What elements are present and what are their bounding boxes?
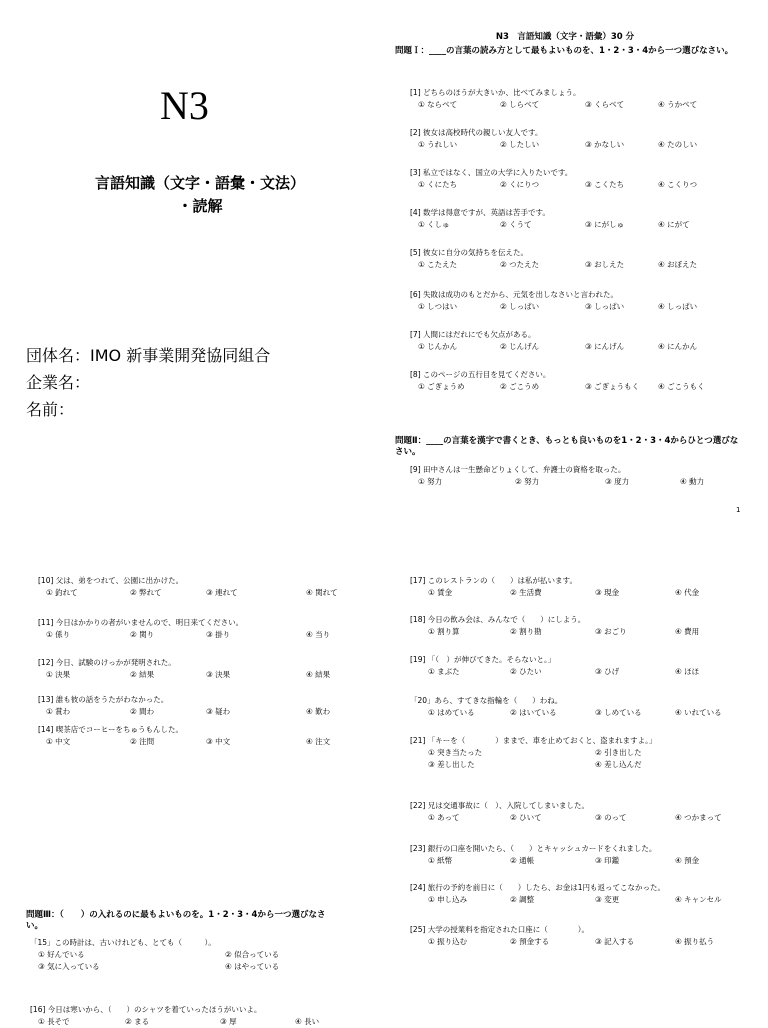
answer-option[interactable]: ① くしゅ [418,220,450,229]
answer-option[interactable]: ④ たのしい [658,140,698,149]
options-row [38,629,331,641]
question-text: [11] 今日はかかりの者がいませんので、明日来てください。 [38,618,244,627]
options-row [410,179,698,191]
answer-option[interactable]: ② まる [125,1017,150,1026]
answer-option[interactable]: ④ 費用 [675,627,700,636]
question-item [38,575,338,599]
answer-option[interactable]: ④ 振り払う [675,937,715,946]
question-item [410,735,656,771]
answer-option[interactable]: ② 調整 [510,895,535,904]
answer-option[interactable]: ① くにたち [418,180,458,189]
answer-option[interactable]: ① 賃金 [428,588,453,597]
question-text: [13] 誰も彼の話をうたがわなかった。 [38,695,169,704]
answer-option[interactable]: ① はめている [428,708,475,717]
answer-option[interactable]: ④ 預金 [675,856,700,865]
subject-line-1: 言語知識（文字・語彙・文法） [94,174,305,192]
options-row [410,476,705,488]
options-row [410,759,656,771]
question-item [410,882,722,906]
question-item [410,329,698,353]
options-row [410,139,698,151]
page1-right-column [395,32,735,57]
answer-option[interactable]: ④ ほほ [675,667,700,676]
options-row [410,626,700,638]
options-row [410,936,715,948]
answer-option[interactable]: ② つたえた [500,260,540,269]
question-item [410,207,690,231]
answer-option[interactable]: ④ 差し込んだ [595,760,642,769]
options-row [38,669,331,681]
answer-option[interactable]: ① 申し込み [428,895,468,904]
question-text: [2] 彼女は高校時代の親しい友人です。 [410,128,543,137]
question-item [410,654,700,678]
question-text: [10] 父は、弟をつれて、公園に出かけた。 [38,576,184,585]
answer-option[interactable]: ④ いれている [675,708,722,717]
answer-option[interactable]: ③ くらべて [585,100,625,109]
answer-option[interactable]: ② 引き出した [595,748,642,757]
question-text: [16] 今日は寒いから、（ ）のシャツを着ていったほうがいいよ。 [30,1005,262,1014]
options-row [38,706,331,718]
answer-option[interactable]: ③ ごぎょうもく [585,382,640,391]
options-row [30,1016,320,1028]
answer-option[interactable]: ③ にんげん [585,342,625,351]
options-row [410,812,722,824]
answer-option[interactable]: ④ にんかん [658,342,698,351]
options-row [410,301,698,313]
answer-option[interactable]: ① 中文 [46,737,71,746]
applicant-info [26,342,270,423]
answer-option[interactable]: ② ごこうめ [500,382,540,391]
question-text: [14] 喫茶店でコーヒーをちゅうもんした。 [38,725,183,734]
answer-option[interactable]: ④ おぼえた [658,260,698,269]
question-text: 「20」あら、すてきな指輪を（ ）わね。 [410,696,563,705]
answer-option[interactable]: ② 努力 [515,477,540,486]
section-3-title: 問題Ⅲ：（ ）の入れるのに最もよいものを。1・2・3・4から一つ選びなさい。 [26,910,326,931]
answer-option[interactable]: ④ うかべて [658,100,698,109]
answer-option[interactable]: ① 賞わ [46,707,71,716]
options-row [38,736,331,748]
question-text: [6] 失敗は成功のもとだから、元気を出しなさいと言われた。 [410,290,619,299]
answer-option[interactable]: ③ のって [595,813,627,822]
answer-option[interactable]: ③ かなしい [585,140,625,149]
section-2-title: 問題Ⅱ：____の言葉を漢字で書くとき、もっとも良いものを1・2・3・4からひとつ選びなさい。 [395,436,739,457]
options-row [38,587,338,599]
answer-option[interactable]: ③ 記入する [595,937,635,946]
question-item [38,617,331,641]
answer-option[interactable]: ① 割り算 [428,627,460,636]
page-2 [0,520,768,1024]
answer-option[interactable]: ④ 関れて [306,588,338,597]
answer-option[interactable]: ④ ごこうもく [658,382,705,391]
options-row [410,341,698,353]
answer-option[interactable]: ① 紙幣 [428,856,453,865]
answer-option[interactable]: ② 結果 [130,670,155,679]
question-item [410,800,722,824]
options-row [410,381,705,393]
answer-option[interactable]: ① しつはい [418,302,458,311]
answer-option[interactable]: ③ しっぱい [585,302,625,311]
answer-option[interactable]: ④ 当り [306,630,331,639]
options-row [410,707,722,719]
options-row [410,587,700,599]
question-text: [23] 銀行の口座を開いたら、（ ）とキャッシュカードをくれました。 [410,844,657,853]
section-3-header [26,910,336,932]
answer-option[interactable]: ① 決果 [46,670,71,679]
answer-option[interactable]: ② ひいて [510,813,542,822]
question-item [410,464,705,488]
answer-option[interactable]: ② 似合っている [225,950,280,959]
question-item [410,247,698,271]
answer-option[interactable]: ④ 歎わ [306,707,331,716]
question-text: [4] 数学は得意ですが、英語は苦手です。 [410,208,550,217]
subject-line-2: ・読解 [177,197,223,215]
answer-option[interactable]: ③ 厚 [220,1017,237,1026]
answer-option[interactable]: ④ しっぱい [658,302,698,311]
answer-option[interactable]: ③ 変更 [595,895,620,904]
question-text: [19] 「（ ）が伸びてきた。そらないと。」 [410,655,556,664]
section-2-header [395,436,745,458]
answer-option[interactable]: ③ 掛り [206,630,231,639]
options-row [30,961,280,973]
answer-option[interactable]: ② 弊れて [130,588,162,597]
answer-option[interactable]: ② じんげん [500,342,540,351]
answer-option[interactable]: ① こたえた [418,260,458,269]
answer-option[interactable]: ① 長そで [38,1017,70,1026]
answer-option[interactable]: ② 注問 [130,737,155,746]
answer-option[interactable]: ③ 決果 [206,670,231,679]
answer-option[interactable]: ③ おしえた [585,260,625,269]
question-item [410,614,700,638]
answer-option[interactable]: ④ 動力 [680,477,705,486]
question-text: [9] 田中さんは一生懸命どりょくして、弁護士の資格を取った。 [410,465,626,474]
options-row [410,666,700,678]
answer-option[interactable]: ③ こくたち [585,180,625,189]
answer-option[interactable]: ③ 中文 [206,737,231,746]
question-text: [24] 旅行の予約を前日に（ ）したら、お金は1円も返ってこなかった。 [410,883,666,892]
question-text: [21] 「キーを（ ）ままで、車を止めておくと、盗まれますよ。」 [410,736,657,745]
page-number: 1 [736,506,741,514]
question-item [410,695,722,719]
answer-option[interactable]: ① 釣れて [46,588,78,597]
question-item [410,127,698,151]
question-text: [3] 私立ではなく、国立の大学に入りたいです。 [410,168,573,177]
answer-option[interactable]: ① ごぎょうめ [418,382,465,391]
question-item [410,289,698,313]
answer-option[interactable]: ① うれしい [418,140,458,149]
answer-option[interactable]: ② 生活費 [510,588,542,597]
group-label: 団体名：IMO 新事業開発協同組合 [26,346,271,365]
question-item [410,87,698,111]
answer-option[interactable]: ② しらべて [500,100,540,109]
answer-option[interactable]: ① 好んでいる [38,950,85,959]
question-item [30,1004,320,1028]
question-item [410,575,700,599]
options-row [410,855,700,867]
options-row [410,99,698,111]
question-text: [8] このページの五行目を見てください。 [410,370,551,379]
answer-option[interactable]: ④ 長い [295,1017,320,1026]
answer-option[interactable]: ③ 疑わ [206,707,231,716]
answer-option[interactable]: ① 努力 [418,477,443,486]
answer-option[interactable]: ① あって [428,813,460,822]
question-item [38,694,331,718]
question-text: [18] 今日の飲み会は、みんなで（ ）にしよう。 [410,615,586,624]
answer-option[interactable]: ① 係り [46,630,71,639]
answer-option[interactable]: ③ おごり [595,627,627,636]
question-item [410,167,698,191]
answer-option[interactable]: ① 振り込む [428,937,468,946]
answer-option[interactable]: ② 割り勘 [510,627,542,636]
question-item [30,937,280,973]
question-item [410,924,715,948]
answer-option[interactable]: ② くうて [500,220,532,229]
answer-option[interactable]: ④ 結果 [306,670,331,679]
answer-option[interactable]: ② 関り [130,630,155,639]
answer-option[interactable]: ② 間わ [130,707,155,716]
answer-option[interactable]: ① じんかん [418,342,458,351]
answer-option[interactable]: ④ キャンセル [675,895,722,904]
level-title: N3 [160,83,209,128]
options-row [30,949,280,961]
question-text: [1] どちらのほうが大きいか、比べてみましょう。 [410,88,581,97]
answer-option[interactable]: ④ 代金 [675,588,700,597]
name-label: 名前： [26,400,75,419]
answer-option[interactable]: ③ しめている [595,708,642,717]
answer-option[interactable]: ① まぶた [428,667,460,676]
question-item [38,724,331,748]
answer-option[interactable]: ② 預金する [510,937,550,946]
subject-title [55,172,345,218]
section-1-title: 問題Ｉ：____の言葉の読み方として最もよいものを、1・2・3・4から一つ選びなさい。 [395,46,734,56]
answer-option[interactable]: ③ 気に入っている [38,962,100,971]
answer-option[interactable]: ① 突き当たった [428,748,483,757]
answer-option[interactable]: ① ならべて [418,100,458,109]
answer-option[interactable]: ④ こくりつ [658,180,698,189]
question-text: [12] 今日、試験のけっかが発明された。 [38,658,176,667]
answer-option[interactable]: ③ 現金 [595,588,620,597]
answer-option[interactable]: ③ 度力 [605,477,630,486]
answer-option[interactable]: ④ はやっている [225,962,280,971]
answer-option[interactable]: ④ にがて [658,220,690,229]
answer-option[interactable]: ② 通帳 [510,856,535,865]
options-row [410,747,656,759]
options-row [410,894,722,906]
question-item [38,657,331,681]
question-text: [22] 兄は交通事故に（ ）、入院してしまいました。 [410,801,590,810]
answer-option[interactable]: ③ ひげ [595,667,620,676]
exam-title: N3 言語知識（文字・語彙）30 分 [495,32,635,42]
question-text: [7] 人間にはだれにでも欠点がある。 [410,330,536,339]
question-item [410,843,700,867]
answer-option[interactable]: ② はいている [510,708,557,717]
company-label: 企業名： [26,373,91,392]
question-text: [17] このレストランの（ ）は私が払います。 [410,576,577,585]
answer-option[interactable]: ② ひたい [510,667,542,676]
answer-option[interactable]: ④ 注文 [306,737,331,746]
question-text: [5] 彼女に自分の気持ちを伝えた。 [410,248,529,257]
options-row [410,219,690,231]
answer-option[interactable]: ② しっぱい [500,302,540,311]
options-row [410,259,698,271]
answer-option[interactable]: ② したしい [500,140,540,149]
question-text: 「15」この時計は、古いけれども、とても（ ）。 [30,938,216,947]
answer-option[interactable]: ③ にがしゅ [585,220,625,229]
question-item [410,369,705,393]
question-text: [25] 大学の授業料を指定された口座に（ ）。 [410,925,590,934]
answer-option[interactable]: ③ 印鑑 [595,856,620,865]
answer-option[interactable]: ③ 連れて [206,588,238,597]
answer-option[interactable]: ③ 差し出した [428,760,475,769]
answer-option[interactable]: ④ つかまって [675,813,722,822]
answer-option[interactable]: ② くにりつ [500,180,540,189]
